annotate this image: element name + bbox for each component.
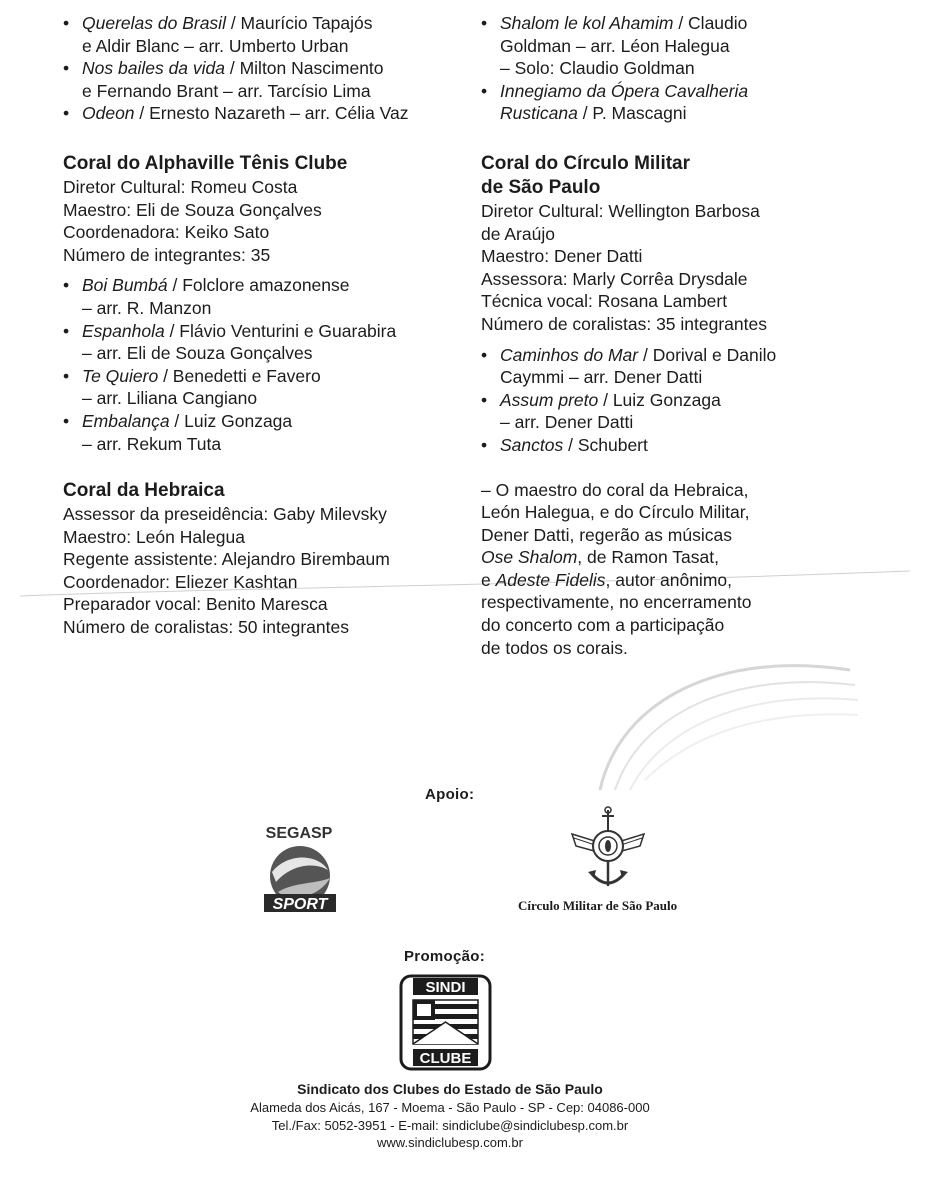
left-column bbox=[63, 12, 453, 639]
info-line: Maestro: León Halegua bbox=[63, 526, 245, 547]
info-line: Diretor Cultural: Wellington Barbosa bbox=[481, 200, 760, 221]
section-heading-circulo: Coral do Círculo Militar de São Paulo bbox=[481, 152, 691, 198]
info-line: Regente assistente: Alejandro Birembaum bbox=[63, 549, 390, 570]
swoosh-decoration bbox=[560, 640, 860, 790]
song-list-circulo bbox=[481, 344, 821, 457]
sindiclube-logo bbox=[399, 974, 492, 1071]
list-item: • Innegiamo da Ópera Cavalheria Rusticana / P. Mascagni bbox=[481, 80, 821, 125]
list-item: • Boi Bumbá / Folclore amazonense – arr. R. Manzon bbox=[63, 274, 453, 319]
info-line: Técnica vocal: Rosana Lambert bbox=[481, 291, 728, 312]
info-line: Número de coralistas: 35 integrantes bbox=[481, 313, 767, 334]
list-item: • Sanctos / Schubert bbox=[481, 434, 821, 457]
info-line: Número de integrantes: 35 bbox=[63, 244, 271, 265]
website-link[interactable]: www.sindiclubesp.com.br bbox=[377, 1135, 523, 1150]
info-line: Maestro: Eli de Souza Gonçalves bbox=[63, 199, 322, 220]
closing-paragraph: – O maestro do coral da Hebraica, León Halegua, e do Círculo Militar, Dener Datti, regerão as músicas Ose Shalom, de Ramon Tasat, e Adeste Fidelis, autor anônimo, respectivamente, no encerramento do concerto com a participação de todos os corais. bbox=[481, 479, 752, 658]
info-line: Diretor Cultural: Romeu Costa bbox=[63, 176, 298, 197]
info-line: Assessor da preseidência: Gaby Milevsky bbox=[63, 504, 387, 525]
svg-text:SINDI: SINDI bbox=[425, 979, 466, 996]
address: Alameda dos Aicás, 167 - Moema - São Paulo - SP - Cep: 04086-000 bbox=[250, 1100, 650, 1115]
segasp-sport-logo bbox=[258, 822, 340, 914]
song-list-intro-left bbox=[63, 12, 453, 125]
info-line: Maestro: Dener Datti bbox=[481, 246, 643, 267]
svg-text:SPORT: SPORT bbox=[272, 896, 328, 913]
list-item: • Shalom le kol Ahamim / Claudio Goldman – arr. Léon Halegua – Solo: Claudio Goldman bbox=[481, 12, 821, 80]
info-block-alphaville bbox=[63, 176, 453, 266]
promocao-label: Promoção: bbox=[404, 948, 486, 965]
info-line: Coordenadora: Keiko Sato bbox=[63, 222, 270, 243]
list-item: • Nos bailes da vida / Milton Nascimento e Fernando Brant – arr. Tarcísio Lima bbox=[63, 57, 453, 102]
org-name: Sindicato dos Clubes do Estado de São Paulo bbox=[297, 1081, 603, 1097]
info-block-circulo bbox=[481, 200, 821, 336]
section-heading-alphaville: Coral do Alphaville Tênis Clube bbox=[63, 152, 348, 174]
song-list-alphaville bbox=[63, 274, 453, 455]
list-item: • Espanhola / Flávio Venturini e Guarabira – arr. Eli de Souza Gonçalves bbox=[63, 320, 453, 365]
contact-info: Tel./Fax: 5052-3951 - E-mail: sindiclube@sindiclubesp.com.br bbox=[271, 1117, 629, 1133]
info-line: Coordenador: Eliezer Kashtan bbox=[63, 571, 298, 592]
list-item: • Te Quiero / Benedetti e Favero – arr. Liliana Cangiano bbox=[63, 365, 453, 410]
info-line: Número de coralistas: 50 integrantes bbox=[63, 617, 349, 638]
footer bbox=[0, 1080, 900, 1152]
svg-text:SEGASP: SEGASP bbox=[265, 825, 333, 842]
info-line: de Araújo bbox=[481, 223, 555, 244]
list-item: • Caminhos do Mar / Dorival e Danilo Caymmi – arr. Dener Datti bbox=[481, 344, 821, 389]
list-item: • Embalança / Luiz Gonzaga – arr. Rekum Tuta bbox=[63, 410, 453, 455]
section-heading-hebraica: Coral da Hebraica bbox=[63, 480, 225, 502]
info-line: Assessora: Marly Corrêa Drysdale bbox=[481, 268, 748, 289]
circulo-militar-emblem bbox=[568, 806, 648, 892]
list-item: • Assum preto / Luiz Gonzaga – arr. Dener Datti bbox=[481, 389, 821, 434]
right-column bbox=[481, 12, 821, 659]
svg-text:CLUBE: CLUBE bbox=[419, 1050, 472, 1067]
info-block-hebraica bbox=[63, 503, 453, 639]
list-item: • Querelas do Brasil / Maurício Tapajós e Aldir Blanc – arr. Umberto Urban bbox=[63, 12, 453, 57]
list-item: • Odeon / Ernesto Nazareth – arr. Célia Vaz bbox=[63, 102, 453, 125]
song-list-intro-right bbox=[481, 12, 821, 125]
info-line: Preparador vocal: Benito Maresca bbox=[63, 594, 328, 615]
circulo-militar-name: Círculo Militar de São Paulo bbox=[518, 898, 678, 913]
apoio-label: Apoio: bbox=[425, 786, 475, 803]
